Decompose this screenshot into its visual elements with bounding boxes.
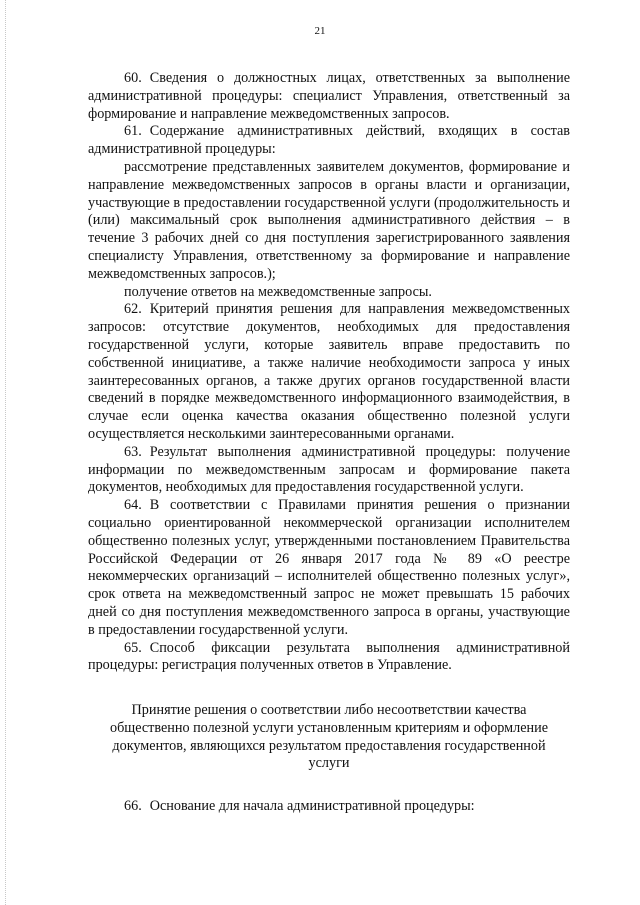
paragraph-number: 62. [124,301,142,318]
section-heading-line: Принятие решения о соответствии либо несоответствии качества [131,702,527,719]
paragraph-text: Результат выполнения административной процедуры: получение информации по межведомственным запросам и формирование пакета документов, необходимых для предоставления государственной услуги. [88,443,570,496]
section-heading-line: услуги [308,755,350,772]
paragraph-text: получение ответов на межведомственные запросы. [124,283,432,300]
paragraph-63 [88,444,570,497]
paragraph-number: 60. [124,70,142,86]
paragraph-text: рассмотрение представленных заявителем документов, формирование и направление межведомственных запросов в органы власти и организации, участвующие в предоставлении государственной услуги (продолжительность и (или) максимальный срок выполнения административного действия – в течение 3 рабочих дней со дня поступления зарегистрированного заявления специалисту Управления, ответственному за формирование и направление межведомственных запросов.); [88,158,570,282]
section-heading-line: общественно полезной услуги установленным критериям и оформление [109,719,549,736]
document-body [88,70,570,816]
paragraph-number: 66. [124,798,142,815]
section-heading [88,702,570,773]
paragraph-text: Критерий принятия решения для направления межведомственных запросов: отсутствие документов, необходимых для предоставления государственной услуги, которые заявитель вправе предоставить по собственной инициативе, а также наличие необходимости запроса у иных заинтересованных органов, а также других органов государственной власти сведений в порядке межведомственного информационного взаимодействия, в случае если оценка качества оказания общественно полезной услуги осуществляется несколькими заинтересованными органами. [88,301,570,442]
page-number: 21 [314,25,326,37]
section-heading-line: документов, являющихся результатом предоставления государственной [112,737,546,754]
paragraph-66 [88,798,570,816]
paragraph-61-item-1 [88,159,570,284]
paragraph-65 [88,640,570,676]
paragraph-61 [88,123,570,159]
paragraph-text: Основание для начала административной процедуры: [149,798,475,815]
paragraph-number: 64. [124,497,142,514]
paragraph-62 [88,301,570,443]
paragraph-64 [88,497,570,639]
paragraph-60 [88,70,570,123]
paragraph-number: 65. [124,639,142,656]
paragraph-61-item-2 [88,284,570,302]
paragraph-text: Сведения о должностных лицах, ответственных за выполнение административной процедуры: специалист Управления, ответственный за формирование и направление межведомственных запросов. [88,70,570,122]
paragraph-number: 61. [124,123,142,140]
paragraph-number: 63. [124,443,142,460]
paragraph-text: Содержание административных действий, входящих в состав административной процедуры: [88,123,570,158]
paragraph-text: В соответствии с Правилами принятия решения о признании социально ориентированной некоммерческой организации исполнителем общественно полезных услуг, утвержденными постановлением Правительства Российской Федерации от 26 января 2017 года № 89 «О реестре некоммерческих организаций – исполнителей общественно полезных услуг», срок ответа на межведомственный запрос не может превышать 15 рабочих дней со дня поступления межведомственного запроса в органы, участвующие в предоставлении государственной услуги. [88,497,570,638]
paragraph-text: Способ фиксации результата выполнения административной процедуры: регистрация полученных ответов в Управление. [88,639,570,674]
